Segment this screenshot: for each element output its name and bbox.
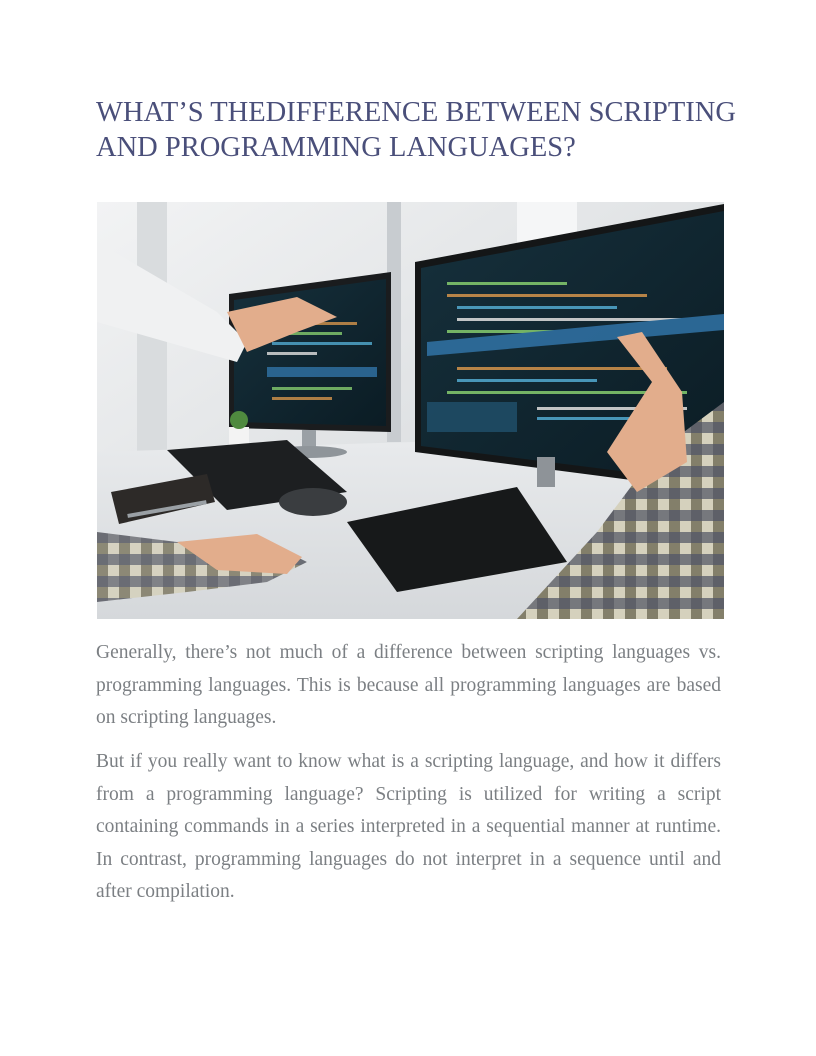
paragraph-explanation: But if you really want to know what is a scripting language, and how it differs from a programming language? Scripting is utilized for writing a script containing commands in a series interpreted in a sequential manner at runtime. In contrast, programming languages do not interpret in a sequence until and after compilation.: [96, 751, 721, 902]
page-title: WHAT’S THEDIFFERENCE BETWEEN SCRIPTING AND PROGRAMMING LANGUAGES?: [96, 97, 736, 163]
paragraph-intro: Generally, there’s not much of a difference between scripting languages vs. programming languages. This is because all programming languages are based on scripting languages.: [96, 642, 721, 728]
photo-developers-icon: [97, 202, 724, 619]
article-photo: [97, 202, 724, 619]
